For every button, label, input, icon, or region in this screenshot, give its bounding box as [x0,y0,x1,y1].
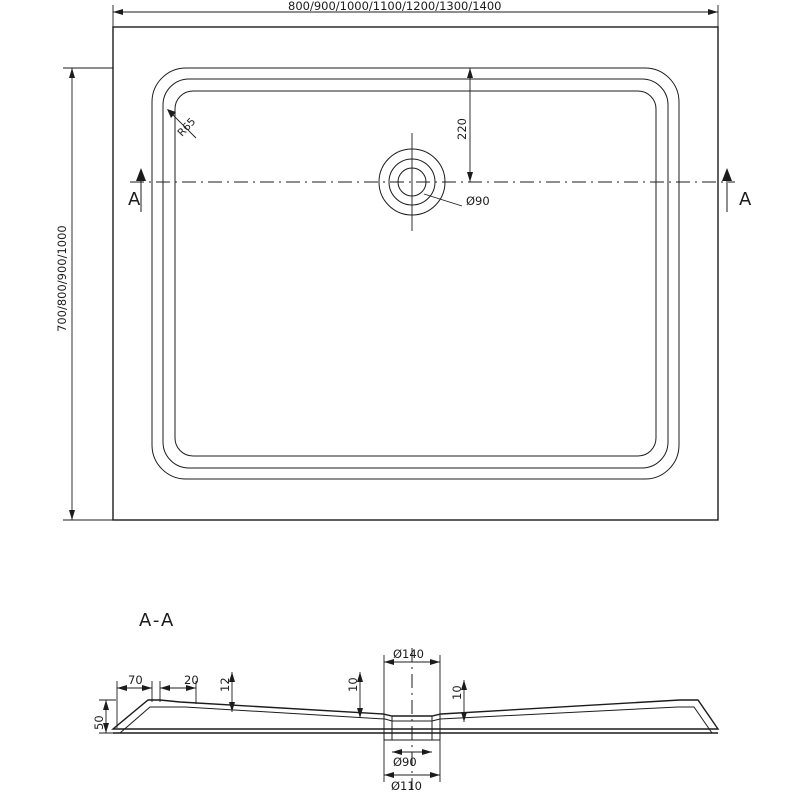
inner-depth-label: 12 [218,677,232,692]
drain-offset-label: 220 [455,118,469,140]
drain-diameter-label: Ø90 [466,194,490,208]
total-height-label: 50 [92,715,106,730]
section-title: A-A [139,610,176,631]
section-marker-right-label: A [739,189,754,210]
step-width-label: 20 [184,673,199,687]
slope-depth-label: 10 [346,677,360,692]
drain-depth-label: 10 [450,685,464,700]
section-marker-left-label: A [128,189,143,210]
height-dimension-label: 700/800/900/1000 [55,225,69,332]
corner-radius-label: R65 [175,115,199,140]
drain-outer-label: Ø110 [391,779,423,793]
width-dimension-label: 800/900/1000/1100/1200/1300/1400 [288,0,502,13]
drain-flange-label: Ø140 [393,647,425,661]
drain-hole-label: Ø90 [393,755,417,769]
edge-width-label: 70 [128,673,143,687]
